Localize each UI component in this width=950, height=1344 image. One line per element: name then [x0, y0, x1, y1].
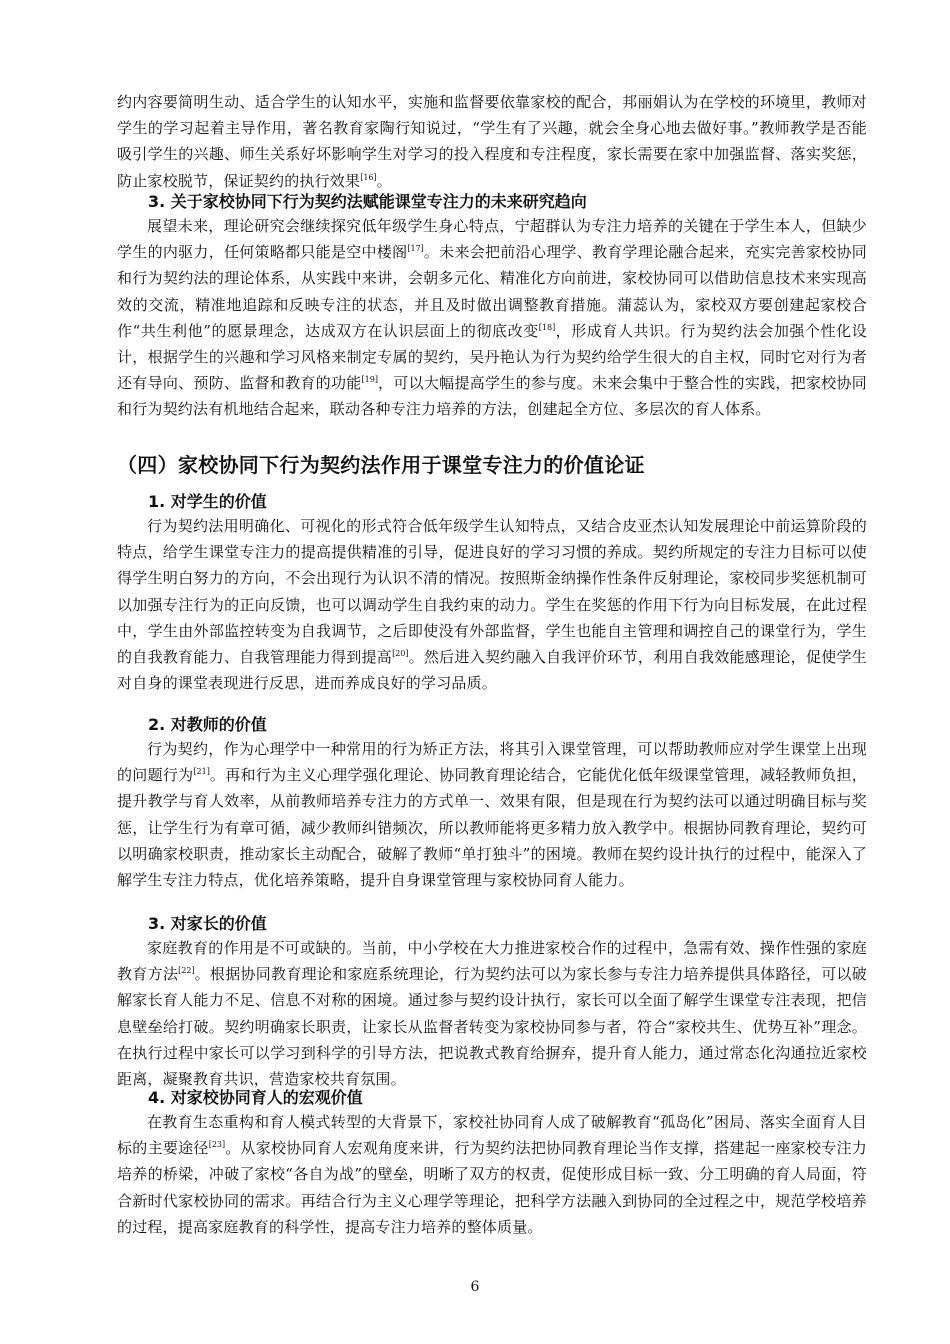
paragraph-text: 行为契约法用明确化、可视化的形式符合低年级学生认知特点，又结合皮亚杰认知发展理论中前运算阶段的特点，给学生课堂专注力的提高提供精准的引导，促进良好的学习习惯的养成。契约所规定的专注力目标可以使得学生明白努力的方向，不会出现行为认识不清的情况。按照斯金纳操作性条件反射理论，家校同步奖惩机制可以加强专注行为的正向反馈，也可以调动学生自我约束的动力。学生在奖惩的作用下行为向目标发展，在此过程中，学生由外部监控转变为自我调节，之后即使没有外部监督，学生也能自主管理和调控自己的课堂行为，学生的自我教育能力、自我管理能力得到提高[20]。然后进入契约融入自我评价环节，利用自我效能感理论，促使学生对自身的课堂表现进行反思，进而养成良好的学习品质。 [117, 517, 867, 693]
heading-value-macro: 4. 对家校协同育人的宏观价值 [148, 1088, 363, 1107]
page-number: 6 [470, 1279, 480, 1295]
heading-value-teachers: 2. 对教师的价值 [148, 715, 267, 734]
citation-22[interactable]: [22] [178, 966, 195, 976]
heading-value-students: 1. 对学生的价值 [148, 492, 267, 511]
paragraph-text: 行为契约，作为心理学中一种常用的行为矫正方法，将其引入课堂管理，可以帮助教师应对学生课堂上出现的问题行为[21]。再和行为主义心理学强化理论、协同教育理论结合，它能优化低年级课堂管理，减轻教师负担，提升教学与育人效率，从前教师培养专注力的方式单一、效果有限，但是现在行为契约法可以通过明确目标与奖惩，让学生行为有章可循，减少教师纠错频次，所以教师能将更多精力放入教学中。根据协同教育理论，契约可以明确家校职责，推动家长主动配合，破解了教师“单打独斗”的困境。教师在契约设计执行的过程中，能深入了解学生专注力特点，优化培养策略，提升自身课堂管理与家校协同育人能力。 [117, 740, 867, 890]
students-value-paragraph [117, 513, 867, 696]
paragraph-text: 家庭教育的作用是不可或缺的。当前，中小学校在大力推进家校合作的过程中，急需有效、操作性强的家庭教育方法[22]。根据协同教育理论和家庭系统理论，行为契约法可以为家长参与专注力培养提供具体路径，可以破解家长育人能力不足、信息不对称的困境。通过参与契约设计执行，家长可以全面了解学生课堂专注表现，把信息壁垒给打破。契约明确家长职责，让家长从监督者转变为家校协同参与者，符合“家校共生、优势互补”理念。在执行过程中家长可以学习到科学的引导方法，把说教式教育给摒弃，提升育人能力，通过常态化沟通拉近家校距离，凝聚教育共识，营造家校共育氛围。 [117, 939, 867, 1089]
parents-value-paragraph [117, 935, 867, 1092]
citation-17[interactable]: [17] [407, 244, 424, 254]
heading-future-trends: 3. 关于家校协同下行为契约法赋能课堂专注力的未来研究趋向 [148, 192, 587, 211]
intro-paragraph [117, 89, 867, 194]
paragraph-text: 在教育生态重构和育人模式转型的大背景下，家校社协同育人成了破解教育“孤岛化”困局、落实全面育人目标的主要途径[23]。从家校协同育人宏观角度来讲，行为契约法把协同教育理论当作支撑，搭建起一座家校专注力培养的桥梁，冲破了家校“各自为战”的壁垒，明晰了双方的权责，促使形成目标一致、分工明确的育人局面，符合新时代家校协同的需求。再结合行为主义心理学等理论，把科学方法融入到协同的全过程之中，规范学校培养的过程，提高家庭教育的科学性，提高专注力培养的整体质量。 [117, 1113, 868, 1236]
citation-19[interactable]: [19] [361, 375, 378, 385]
citation-20[interactable]: [20] [392, 649, 409, 659]
macro-value-paragraph [117, 1109, 867, 1240]
paragraph-text: 展望未来，理论研究会继续探究低年级学生身心特点，宁超群认为专注力培养的关键在于学生本人，但缺少学生的内驱力，任何策略都只能是空中楼阁[17]。未来会把前沿心理学、教育学理论融合起来，充实完善家校协同和行为契约法的理论体系，从实践中来讲，会朝多元化、精准化方向前进，家校协同可以借助信息技术来实现高效的交流，精准地追踪和反映专注的状态，并且及时做出调整教育措施。蒲蕊认为，家校双方要创建起家校合作“共生利他”的愿景理念，达成双方在认识层面上的彻底改变[18]，形成育人共识。行为契约法会加强个性化设计，根据学生的兴趣和学习风格来制定专属的契约，吴丹艳认为行为契约给学生很大的自主权，同时它对行为者还有导向、预防、监督和教育的功能[19]，可以大幅提高学生的参与度。未来会集中于整合性的实践，把家校协同和行为契约法有机地结合起来，联动各种专注力培养的方法，创建起全方位、多层次的育人体系。 [117, 217, 868, 419]
citation-18[interactable]: [18] [538, 322, 556, 332]
teachers-value-paragraph [117, 736, 867, 893]
citation-23[interactable]: [23] [208, 1140, 226, 1150]
future-trends-paragraph [117, 213, 867, 423]
paragraph-text: 约内容要简明生动、适合学生的认知水平，实施和监督要依靠家校的配合，邦丽娟认为在学校的环境里，教师对学生的学习起着主导作用，著名教育家陶行知说过，“学生有了兴趣，就会全身心地去做好事。”教师教学是否能吸引学生的兴趣、师生关系好坏影响学生对学习的投入程度和专注程度，家长需要在家中加强监督、落实奖惩，防止家校脱节，保证契约的执行效果[16]。 [117, 93, 867, 190]
citation-16[interactable]: [16] [360, 172, 377, 182]
citation-21[interactable]: [21] [193, 767, 210, 777]
heading-value-parents: 3. 对家长的价值 [148, 914, 267, 933]
section-heading-value-argument: （四）家校协同下行为契约法作用于课堂专注力的价值论证 [117, 453, 645, 477]
